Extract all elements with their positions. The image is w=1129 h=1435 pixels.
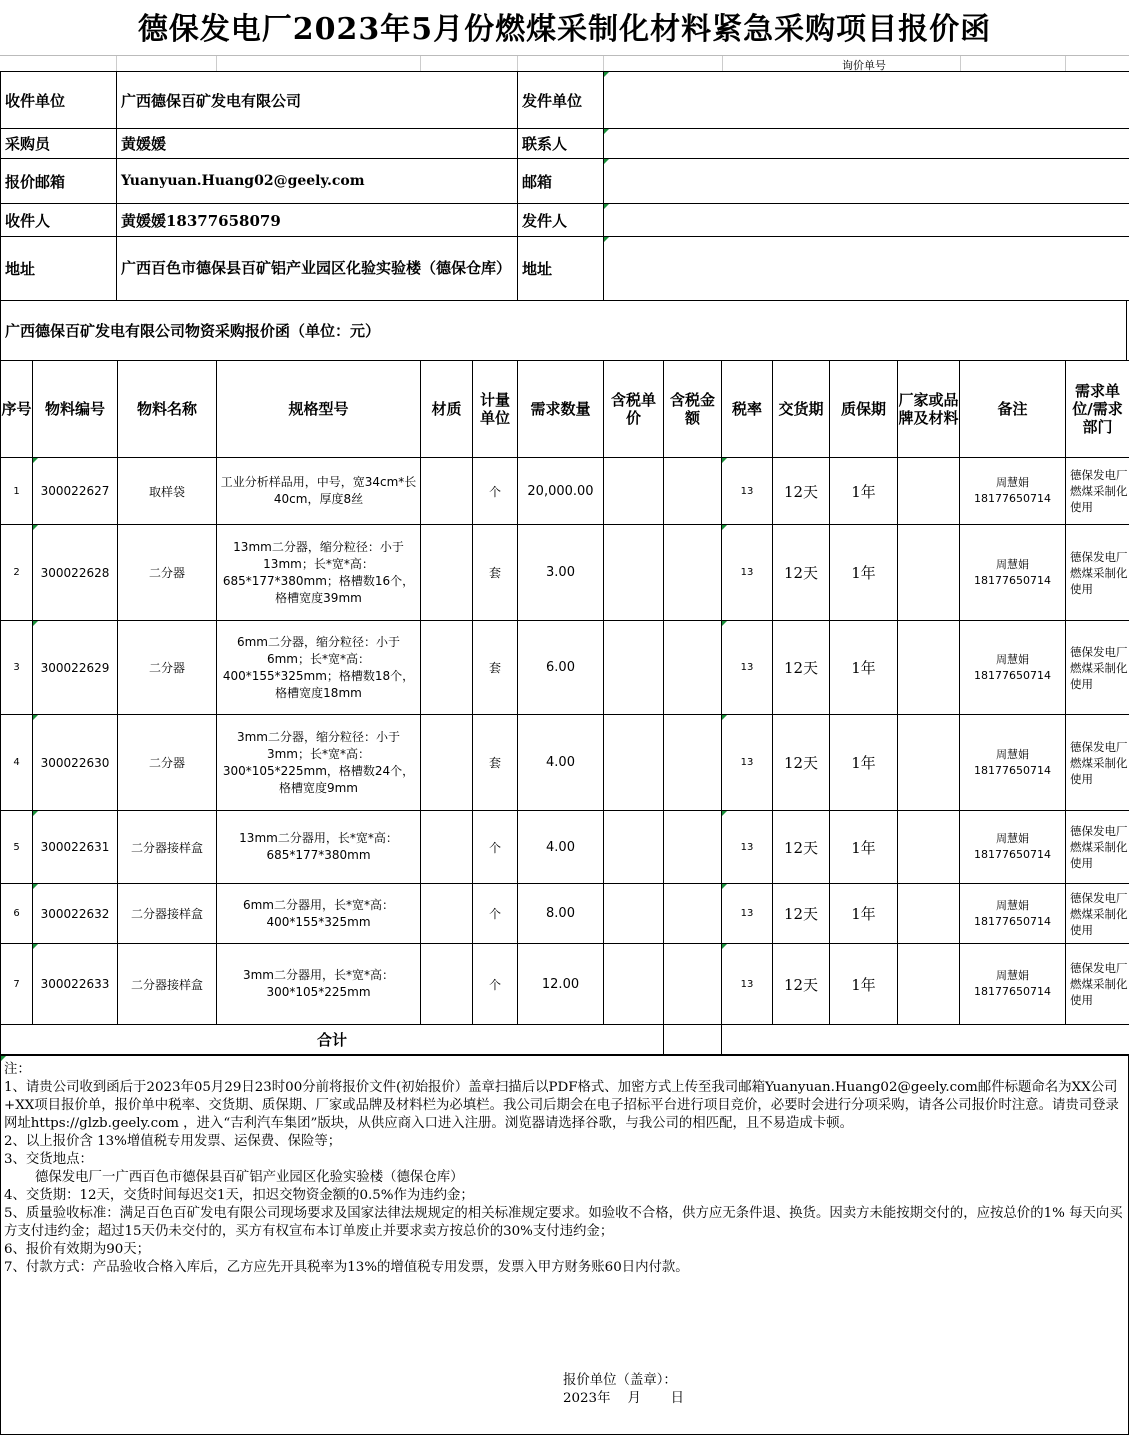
item-amount[interactable] xyxy=(664,884,722,944)
signature-block xyxy=(563,1372,684,1408)
col-qty: 需求数量 xyxy=(518,361,604,458)
item-delivery[interactable]: 12天 xyxy=(773,811,830,884)
sender-value[interactable] xyxy=(604,204,1129,237)
item-brand[interactable] xyxy=(898,884,960,944)
item-tax[interactable]: 13 xyxy=(722,884,773,944)
address2-value[interactable] xyxy=(604,237,1129,301)
sender-unit-label: 发件单位 xyxy=(518,72,604,129)
item-seq: 2 xyxy=(1,525,33,621)
inquiry-number-label: 询价单号 xyxy=(842,59,886,72)
sender-unit-value[interactable] xyxy=(604,72,1129,129)
recipient-label: 收件人 xyxy=(1,204,117,237)
item-unit: 个 xyxy=(473,884,518,944)
contact-label: 联系人 xyxy=(518,129,604,159)
item-remark xyxy=(960,811,1066,884)
item-qty: 12.00 xyxy=(518,944,604,1025)
item-material[interactable] xyxy=(421,715,473,811)
item-unit-price[interactable] xyxy=(604,621,664,715)
item-delivery[interactable]: 12天 xyxy=(773,458,830,525)
item-dept: 德保发电厂燃煤采制化使用 xyxy=(1066,811,1129,884)
note-3-detail: 德保发电厂一广西百色市德保县百矿铝产业园区化验实验楼（德保仓库） xyxy=(35,1170,464,1185)
table-row xyxy=(1,621,1129,715)
item-code: 300022630 xyxy=(33,715,118,811)
item-seq: 3 xyxy=(1,621,33,715)
item-spec: 3mm二分器，缩分粒径：小于3mm；长*宽*高：300*105*225mm，格槽数24个，格槽宽度9mm xyxy=(217,715,421,811)
recipient-value: 黄媛媛18377658079 xyxy=(117,204,518,237)
item-dept: 德保发电厂燃煤采制化使用 xyxy=(1066,621,1129,715)
item-qty: 20,000.00 xyxy=(518,458,604,525)
item-qty: 6.00 xyxy=(518,621,604,715)
quote-email-value: Yuanyuan.Huang02@geely.com xyxy=(117,159,518,204)
item-spec: 工业分析样品用，中号，宽34cm*长40cm，厚度8丝 xyxy=(217,458,421,525)
item-code: 300022629 xyxy=(33,621,118,715)
header-row-email xyxy=(1,159,1129,204)
item-remark xyxy=(960,525,1066,621)
item-brand[interactable] xyxy=(898,944,960,1025)
remark-phone: 18177650714 xyxy=(974,668,1051,682)
header-row-receiver-unit xyxy=(1,72,1129,129)
quote-email-label: 报价邮箱 xyxy=(1,159,117,204)
item-tax[interactable]: 13 xyxy=(722,525,773,621)
item-warranty[interactable]: 1年 xyxy=(830,944,898,1025)
item-brand[interactable] xyxy=(898,621,960,715)
item-unit: 个 xyxy=(473,944,518,1025)
receiver-unit-label: 收件单位 xyxy=(1,72,117,129)
notes-head: 注： xyxy=(4,1062,31,1077)
item-code: 300022632 xyxy=(33,884,118,944)
item-amount[interactable] xyxy=(664,715,722,811)
remark-phone: 18177650714 xyxy=(974,492,1051,505)
col-brand: 厂家或品牌及材料 xyxy=(898,361,960,458)
remark-name: 周慧娟 xyxy=(996,557,1029,571)
item-spec: 6mm二分器，缩分粒径：小于6mm；长*宽*高：400*155*325mm；格槽数18个，格槽宽度18mm xyxy=(217,621,421,715)
item-warranty[interactable]: 1年 xyxy=(830,458,898,525)
header-row-address xyxy=(1,237,1129,301)
item-amount[interactable] xyxy=(664,458,722,525)
item-qty: 8.00 xyxy=(518,884,604,944)
item-dept: 德保发电厂燃煤采制化使用 xyxy=(1066,944,1129,1025)
remark-phone: 18177650714 xyxy=(974,763,1051,777)
col-remark: 备注 xyxy=(960,361,1066,458)
header-row-buyer xyxy=(1,129,1129,159)
items-table xyxy=(0,360,1129,1055)
col-unit: 计量单位 xyxy=(473,361,518,458)
table-row xyxy=(1,525,1129,621)
item-unit-price[interactable] xyxy=(604,525,664,621)
item-name: 二分器 xyxy=(118,621,217,715)
item-code: 300022627 xyxy=(33,458,118,525)
item-warranty[interactable]: 1年 xyxy=(830,884,898,944)
note-3: 3、交货地点： xyxy=(4,1152,93,1167)
col-tax: 税率 xyxy=(722,361,773,458)
item-delivery[interactable]: 12天 xyxy=(773,621,830,715)
receiver-unit-value: 广西德保百矿发电有限公司 xyxy=(117,72,518,129)
item-code: 300022633 xyxy=(33,944,118,1025)
col-delivery: 交货期 xyxy=(773,361,830,458)
item-delivery[interactable]: 12天 xyxy=(773,884,830,944)
item-tax[interactable]: 13 xyxy=(722,458,773,525)
item-unit: 套 xyxy=(473,715,518,811)
item-delivery[interactable]: 12天 xyxy=(773,525,830,621)
item-warranty[interactable]: 1年 xyxy=(830,715,898,811)
item-tax[interactable]: 13 xyxy=(722,621,773,715)
remark-name: 周慧娟 xyxy=(996,898,1029,912)
item-dept: 德保发电厂燃煤采制化使用 xyxy=(1066,884,1129,944)
item-brand[interactable] xyxy=(898,458,960,525)
item-tax[interactable]: 13 xyxy=(722,811,773,884)
item-material[interactable] xyxy=(421,811,473,884)
item-unit: 个 xyxy=(473,811,518,884)
item-code: 300022631 xyxy=(33,811,118,884)
item-material[interactable] xyxy=(421,525,473,621)
item-unit-price[interactable] xyxy=(604,944,664,1025)
header-row-recipient xyxy=(1,204,1129,237)
item-warranty[interactable]: 1年 xyxy=(830,811,898,884)
remark-name: 周慧娟 xyxy=(996,652,1029,666)
remark-name: 周慧娟 xyxy=(996,832,1029,845)
item-seq: 1 xyxy=(1,458,33,525)
note-4: 4、交货期：12天，交货时间每迟交1天，扣迟交物资金额的0.5%作为违约金； xyxy=(4,1188,474,1203)
remark-name: 周慧娟 xyxy=(996,476,1029,489)
section-title: 广西德保百矿发电有限公司物资采购报价函（单位：元） xyxy=(0,300,1127,360)
remark-name: 周慧娟 xyxy=(996,747,1029,761)
col-warranty: 质保期 xyxy=(830,361,898,458)
address-value: 广西百色市德保县百矿铝产业园区化验实验楼（德保仓库） xyxy=(117,237,518,301)
signature-date: 2023年 月 日 xyxy=(563,1391,685,1406)
item-tax[interactable]: 13 xyxy=(722,944,773,1025)
item-qty: 4.00 xyxy=(518,715,604,811)
address2-label: 地址 xyxy=(518,237,604,301)
header-info-table xyxy=(0,71,1129,301)
remark-phone: 18177650714 xyxy=(974,848,1051,861)
item-material[interactable] xyxy=(421,884,473,944)
sender-label: 发件人 xyxy=(518,204,604,237)
items-header-row xyxy=(1,361,1129,458)
item-name: 二分器接样盒 xyxy=(118,811,217,884)
item-remark xyxy=(960,458,1066,525)
item-unit-price[interactable] xyxy=(604,715,664,811)
item-unit: 套 xyxy=(473,621,518,715)
item-delivery[interactable]: 12天 xyxy=(773,944,830,1025)
item-brand[interactable] xyxy=(898,811,960,884)
item-unit-price[interactable] xyxy=(604,811,664,884)
col-spec: 规格型号 xyxy=(217,361,421,458)
item-warranty[interactable]: 1年 xyxy=(830,621,898,715)
item-name: 取样袋 xyxy=(118,458,217,525)
note-1: 1、请贵公司收到函后于2023年05月29日23时00分前将报价文件(初始报价）盖章扫描后以PDF格式、加密方式上传至我司邮箱Yuanyuan.Huang02@geely.com邮件标题命名为XX公司+XX项目报价单，报价单中税率、交货期、质保期、厂家或品牌及材料栏为必填栏。我公司后期会在电子招标平台进行项目竞价，必要时会进行分项采购，请各公司报价时注意。请贵司登录网址https://glzb.geely.com ，进入“吉利汽车集团”版块，从供应商入口进入注册。浏览器请选择谷歌，与我公司的相匹配，且不易造成卡顿。 xyxy=(4,1080,1119,1131)
item-tax[interactable]: 13 xyxy=(722,715,773,811)
item-remark xyxy=(960,715,1066,811)
total-label: 合计 xyxy=(1,1025,664,1055)
remark-phone: 18177650714 xyxy=(974,573,1051,587)
item-material[interactable] xyxy=(421,458,473,525)
item-material[interactable] xyxy=(421,944,473,1025)
col-code: 物料编号 xyxy=(33,361,118,458)
col-seq: 序号 xyxy=(1,361,33,458)
remark-phone: 18177650714 xyxy=(974,985,1051,998)
item-amount[interactable] xyxy=(664,811,722,884)
item-remark xyxy=(960,884,1066,944)
contact-value[interactable] xyxy=(604,129,1129,159)
item-dept: 德保发电厂燃煤采制化使用 xyxy=(1066,715,1129,811)
item-qty: 3.00 xyxy=(518,525,604,621)
col-dept: 需求单位/需求部门 xyxy=(1066,361,1129,458)
item-spec: 13mm二分器用，长*宽*高：685*177*380mm xyxy=(217,811,421,884)
quote-unit-seal-label: 报价单位（盖章）： xyxy=(563,1373,677,1388)
item-amount[interactable] xyxy=(664,621,722,715)
item-spec: 3mm二分器用，长*宽*高：300*105*225mm xyxy=(217,944,421,1025)
table-row xyxy=(1,811,1129,884)
item-unit-price[interactable] xyxy=(604,458,664,525)
item-unit-price[interactable] xyxy=(604,884,664,944)
item-dept: 德保发电厂燃煤采制化使用 xyxy=(1066,525,1129,621)
item-name: 二分器 xyxy=(118,715,217,811)
item-name: 二分器接样盒 xyxy=(118,884,217,944)
item-seq: 5 xyxy=(1,811,33,884)
item-amount[interactable] xyxy=(664,944,722,1025)
note-2: 2、以上报价含 13%增值税专用发票、运保费、保险等； xyxy=(4,1134,342,1149)
note-7: 7、付款方式：产品验收合格入库后，乙方应先开具税率为13%的增值税专用发票，发票入甲方财务账60日内付款。 xyxy=(4,1260,689,1275)
note-5: 5、质量验收标准：满足百色百矿发电有限公司现场要求及国家法律法规规定的相关标准规定要求。如验收不合格，供方应无条件退、换货。因卖方未能按期交付的，应按总价的1% 每天向买方支付违约金；超过15天仍未交付的，买方有权宣布本订单废止并要求卖方按总价的30%支付违约金； xyxy=(4,1206,1123,1239)
email-label: 邮箱 xyxy=(518,159,604,204)
col-name: 物料名称 xyxy=(118,361,217,458)
table-row xyxy=(1,884,1129,944)
item-seq: 7 xyxy=(1,944,33,1025)
item-seq: 6 xyxy=(1,884,33,944)
item-remark xyxy=(960,944,1066,1025)
item-spec: 13mm二分器，缩分粒径：小于13mm；长*宽*高：685*177*380mm；格槽数16个，格槽宽度39mm xyxy=(217,525,421,621)
item-spec: 6mm二分器用，长*宽*高：400*155*325mm xyxy=(217,884,421,944)
item-qty: 4.00 xyxy=(518,811,604,884)
item-unit: 套 xyxy=(473,525,518,621)
item-name: 二分器 xyxy=(118,525,217,621)
item-code: 300022628 xyxy=(33,525,118,621)
buyer-label: 采购员 xyxy=(1,129,117,159)
col-amount: 含税金额 xyxy=(664,361,722,458)
page-title: 德保发电厂2023年5月份燃煤采制化材料紧急采购项目报价函 xyxy=(137,12,992,47)
email-value[interactable] xyxy=(604,159,1129,204)
table-row xyxy=(1,715,1129,811)
item-delivery[interactable]: 12天 xyxy=(773,715,830,811)
total-row xyxy=(1,1025,1129,1055)
table-row xyxy=(1,458,1129,525)
item-warranty[interactable]: 1年 xyxy=(830,525,898,621)
item-seq: 4 xyxy=(1,715,33,811)
buyer-value: 黄媛媛 xyxy=(117,129,518,159)
col-material: 材质 xyxy=(421,361,473,458)
col-unit-price: 含税单价 xyxy=(604,361,664,458)
item-amount[interactable] xyxy=(664,525,722,621)
item-unit: 个 xyxy=(473,458,518,525)
column-ruler xyxy=(0,55,1129,72)
item-material[interactable] xyxy=(421,621,473,715)
address-label: 地址 xyxy=(1,237,117,301)
remark-name: 周慧娟 xyxy=(996,969,1029,982)
item-dept: 德保发电厂燃煤采制化使用 xyxy=(1066,458,1129,525)
item-remark xyxy=(960,621,1066,715)
remark-phone: 18177650714 xyxy=(974,914,1051,928)
item-name: 二分器接样盒 xyxy=(118,944,217,1025)
total-amount[interactable] xyxy=(664,1025,722,1055)
item-brand[interactable] xyxy=(898,715,960,811)
total-rest xyxy=(722,1025,1129,1055)
note-6: 6、报价有效期为90天； xyxy=(4,1242,151,1257)
item-brand[interactable] xyxy=(898,525,960,621)
table-row xyxy=(1,944,1129,1025)
